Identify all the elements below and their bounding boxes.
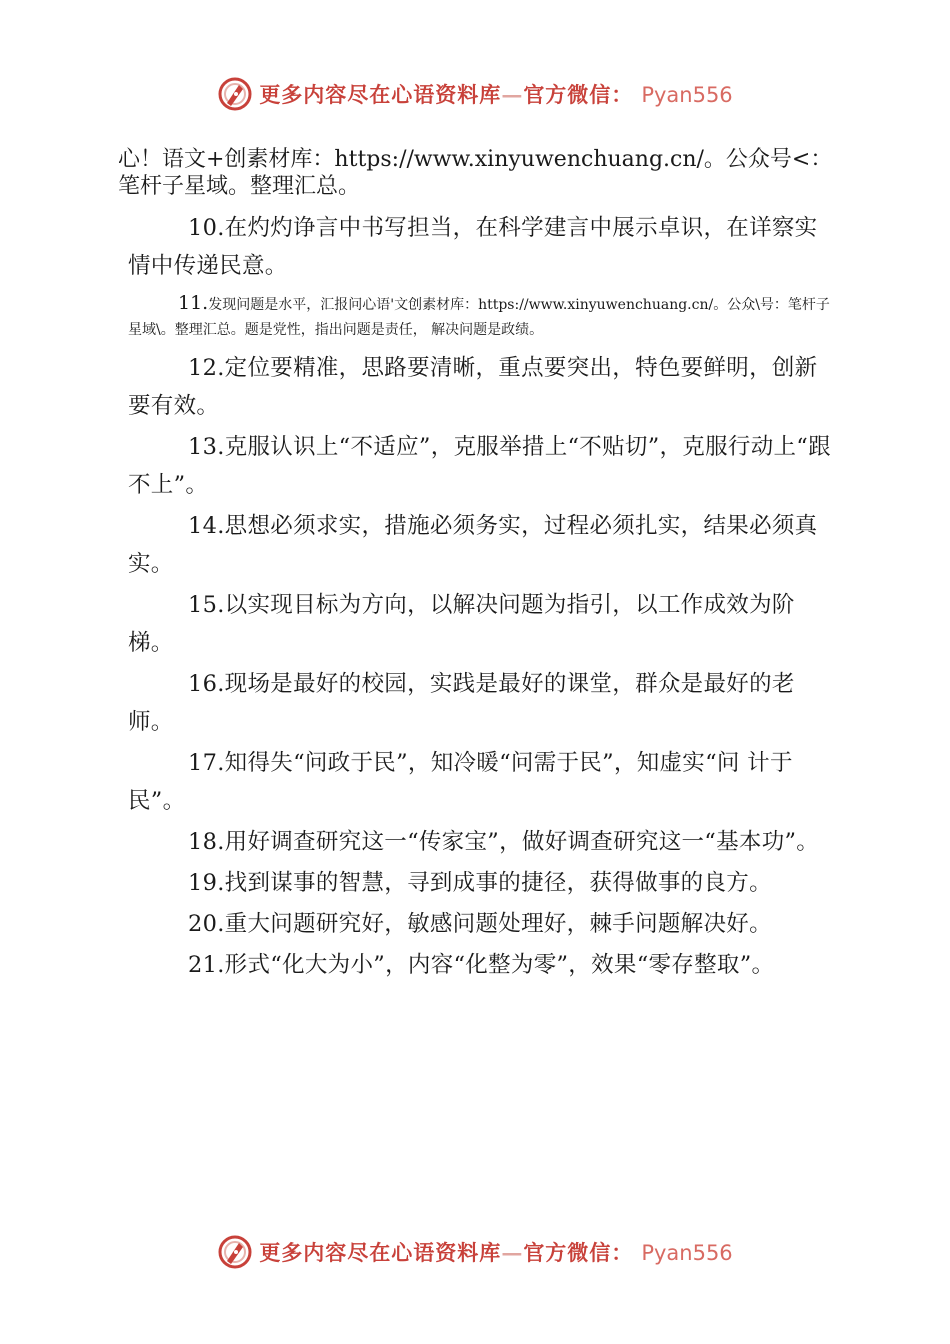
banner-title: 更多内容尽在心语资料库 — [259, 82, 502, 107]
footer-banner — [0, 1230, 950, 1274]
header-banner — [0, 72, 950, 116]
intro-paragraph: 心！语文+创素材库：https://www.xinyuwenchuang.cn/。公众号<： 笔杆子星域。整理汇总。 — [118, 147, 833, 199]
banner-text — [259, 1237, 732, 1267]
list-item: 13.克服认识上“不适应”，克服举措上“不贴切”，克服行动上“跟不上”。 — [128, 434, 831, 498]
banner-title: 更多内容尽在心语资料库 — [259, 1240, 502, 1265]
list-item: 19.找到谋事的智慧，寻到成事的捷径，获得做事的良方。 — [188, 870, 772, 896]
banner-handle: Pyan556 — [641, 1241, 733, 1265]
list-item: 14.思想必须求实，措施必须务实，过程必须扎实，结果必须真实。 — [128, 513, 818, 577]
banner-text — [259, 79, 732, 109]
list-item: 21.形式“化大为小”，内容“化整为零”，效果“零存整取”。 — [188, 952, 775, 978]
list-item: 20.重大问题研究好，敏感问题处理好，棘手问题解决好。 — [188, 911, 772, 937]
banner-suffix: 官方微信： — [523, 82, 634, 107]
pen-nib-circle-icon — [217, 1234, 253, 1270]
banner-separator: — — [501, 82, 524, 107]
list-item: 16.现场是最好的校园，实践是最好的课堂，群众是最好的老师。 — [128, 671, 795, 735]
pen-nib-circle-icon — [217, 76, 253, 112]
list-item: 18.用好调查研究这一“传家宝”，做好调查研究这一“基本功”。 — [188, 829, 820, 855]
list-item: 12.定位要精准，思路要清晰，重点要突出，特色要鲜明，创新要有效。 — [128, 355, 818, 419]
document-body — [118, 146, 838, 987]
list-item-note — [128, 291, 838, 343]
list-item-text: 发现问题是水平，汇报问心语'文创素材库：https://www.xinyuwenchuang.cn/。公众\号：笔杆子星域\。整理汇总。题是党性，指出问题是责任， 解决问题是政绩。 — [128, 297, 830, 338]
banner-separator: — — [501, 1240, 524, 1265]
banner-suffix: 官方微信： — [523, 1240, 634, 1265]
list-item: 17.知得失“问政于民”，知冷暖“问需于民”，知虚实“问 计于民”。 — [128, 750, 793, 814]
list-item-number: 11. — [178, 292, 209, 314]
list-item: 10.在灼灼诤言中书写担当，在科学建言中展示卓识，在详察实情中传递民意。 — [128, 215, 818, 279]
list-item: 15.以实现目标为方向，以解决问题为指引，以工作成效为阶梯。 — [128, 592, 795, 656]
banner-handle: Pyan556 — [641, 83, 733, 107]
